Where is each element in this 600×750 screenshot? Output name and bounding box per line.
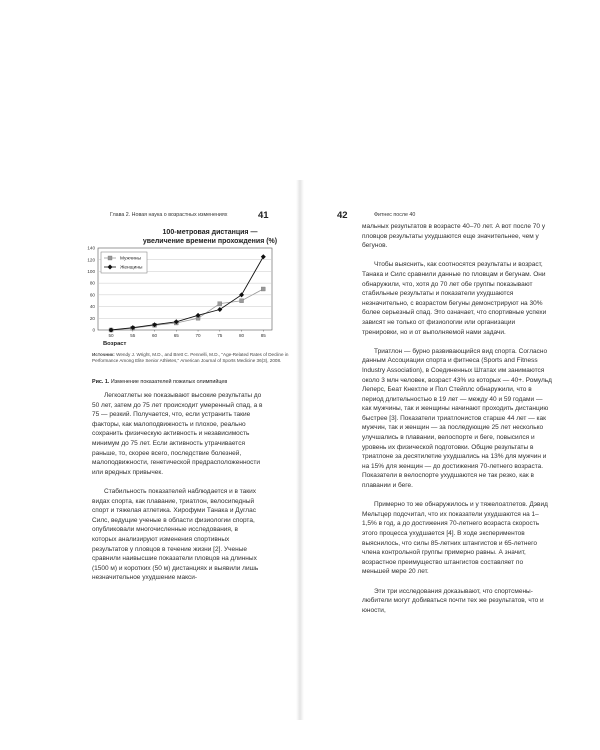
figure-source [92,352,292,365]
x-tick-label: 60 [151,333,158,338]
paragraph: Триатлон — бурно развивающийся вид спорта. Согласно данным Ассоциации спорта и фитнеса (Sports and Fitness Industry Association), в Соединенных Штатах им занимаются около 3 млн человек, возраст 43% из которых — 40+. Ромульд Леперс, Беат Кнехтле и Пол Стейплс обнаружили, что в период длительностью в 19 лет — между 40 и 59 годами — как мужчины, так и женщины начинают проходить дистанцию быстрее [3]. Показатели триатлонистов старше 44 лет — как мужчин, так и женщин — за последующие 25 лет несколько улучшались в плавании, велоспорте и беге, повысился и уровень их физической подготовки. Общие результаты в триатлоне за десятилетие ухудшались на 13% для мужчин и на 15% для женщин — до достижения 70-летнего возраста. Показатели в велоспорте ухудшаются не так резко, как в плавании и беге. [362,347,552,490]
x-tick-label: 80 [238,333,245,338]
page-number-left: 41 [258,210,269,221]
paragraph: Примерно то же обнаружилось и у тяжелоатлетов. Дэвид Мельтцер подсчитал, что их показатели ухудшаются на 1–1,5% в год, а до достижения 70-летнего возраста скорость этого процесса ухудшается [4]. В ходе экспериментов выяснилось, что силы 85-летних штангистов и 65-летнего члена контрольной группы примерно равны. А значит, возрастное преимущество штангистов составляет по меньшей мере 20 лет. [362,501,548,576]
y-tick-label: 20 [89,315,95,321]
data-point-square [218,302,222,306]
y-tick-label: 140 [87,245,95,251]
chart-legend [101,252,147,273]
y-tick-label: 120 [87,257,95,263]
x-tick-label: 75 [217,333,223,338]
y-tick-label: 100 [87,269,95,275]
paragraph: Легкоатлеты же показывают высокие результаты до 50 лет, затем до 75 лет происходит умеренный спад, а в 75 — резкий. Получается, что, если устранить такие факторы, как малоподвижность и плохое, реально сохранить физическую активность и независимость минимум до 75 лет. Если активность утрачивается раньше, то, скорее всего, последствие болезней, малоподвижности, генетической предрасположенности или вредных привычек. [92,392,263,476]
paragraph: Стабильность показателей наблюдается и в таких видах спорта, как плавание, триатлон, велосипедный спорт и тяжелая атлетика. Хирофуми Танака и Дуглас Силс, ведущие ученые в области физиологии спорта, опубликовали многочисленные исследования, в которых анализируют изменения спортивных результатов у пловцов в течение жизни [2]. Ученые сравнили наивысшие показатели пловцов на длинных (1500 м) и коротких (50 м) дистанциях и выявили лишь незначительное ухудшение макси- [92,487,259,582]
data-point-square [261,287,265,291]
figure-caption-text: Изменение показателей пожилых олимпийцев [110,379,228,385]
running-head-right: Фитнес после 40 [374,212,416,218]
x-axis-label: Возраст [103,341,127,346]
figure-caption-label: Рис. 1. [92,379,110,385]
x-tick-label: 65 [173,333,179,338]
x-tick-label: 85 [260,333,266,338]
source-text: Wendy J. Wright, M.D., and Brett C. Pennelli, M.D., "Age-Related Rates of Decline in Performance Among Elite Senior Athletes," American Journal of Sports Medicine 36(3), 2008. [92,352,289,364]
running-head-left: Глава 2. Новая наука о возрастных изменениях [110,212,228,218]
legend-label: Женщины [120,265,143,271]
figure-caption [92,379,302,386]
paragraph: Чтобы выяснить, как соотносятся результаты и возраст, Танака и Силс сравнили данные по пловцам и бегунам. Они обнаружили, что, хотя до 70 лет обе группы показывают стабильные результаты и показатели ухудшаются незначительно, с возрастом бегуны демонстрируют на 30% более серьезный спад. Это означает, что спортивные успехи зависят не только от физиологии или организации тренировки, но и от выполняемой нами задачи. [362,261,547,336]
x-tick-label: 50 [108,333,114,338]
legend-label: Мужчины [120,256,141,262]
data-point-square [240,299,244,303]
x-tick-label: 55 [130,333,136,338]
x-tick-label: 70 [195,333,201,338]
page-number-right: 42 [337,210,348,221]
paragraph: Эти три исследования доказывают, что спортсмены-любители могут добиваться почти тех же результатов, что и юности, [362,587,544,614]
chart-title-line-2: увеличение времени прохождения (%) [142,238,278,245]
paragraph: мальных результатов в возрасте 40–70 лет. А вот после 70 у пловцов результаты ухудшаются еще значительнее, чем у бегунов. [362,223,546,250]
y-tick-label: 40 [89,304,95,310]
line-chart [76,244,276,346]
source-label: Источник: [92,352,115,357]
chart-title-line-1: 100-метровая дистанция — [162,229,258,236]
right-body-text [362,222,552,625]
y-tick-label: 80 [89,280,95,286]
left-body-text [92,391,264,592]
y-tick-label: 60 [89,292,95,298]
legend-marker-square [108,256,112,260]
y-tick-label: 0 [92,327,95,333]
